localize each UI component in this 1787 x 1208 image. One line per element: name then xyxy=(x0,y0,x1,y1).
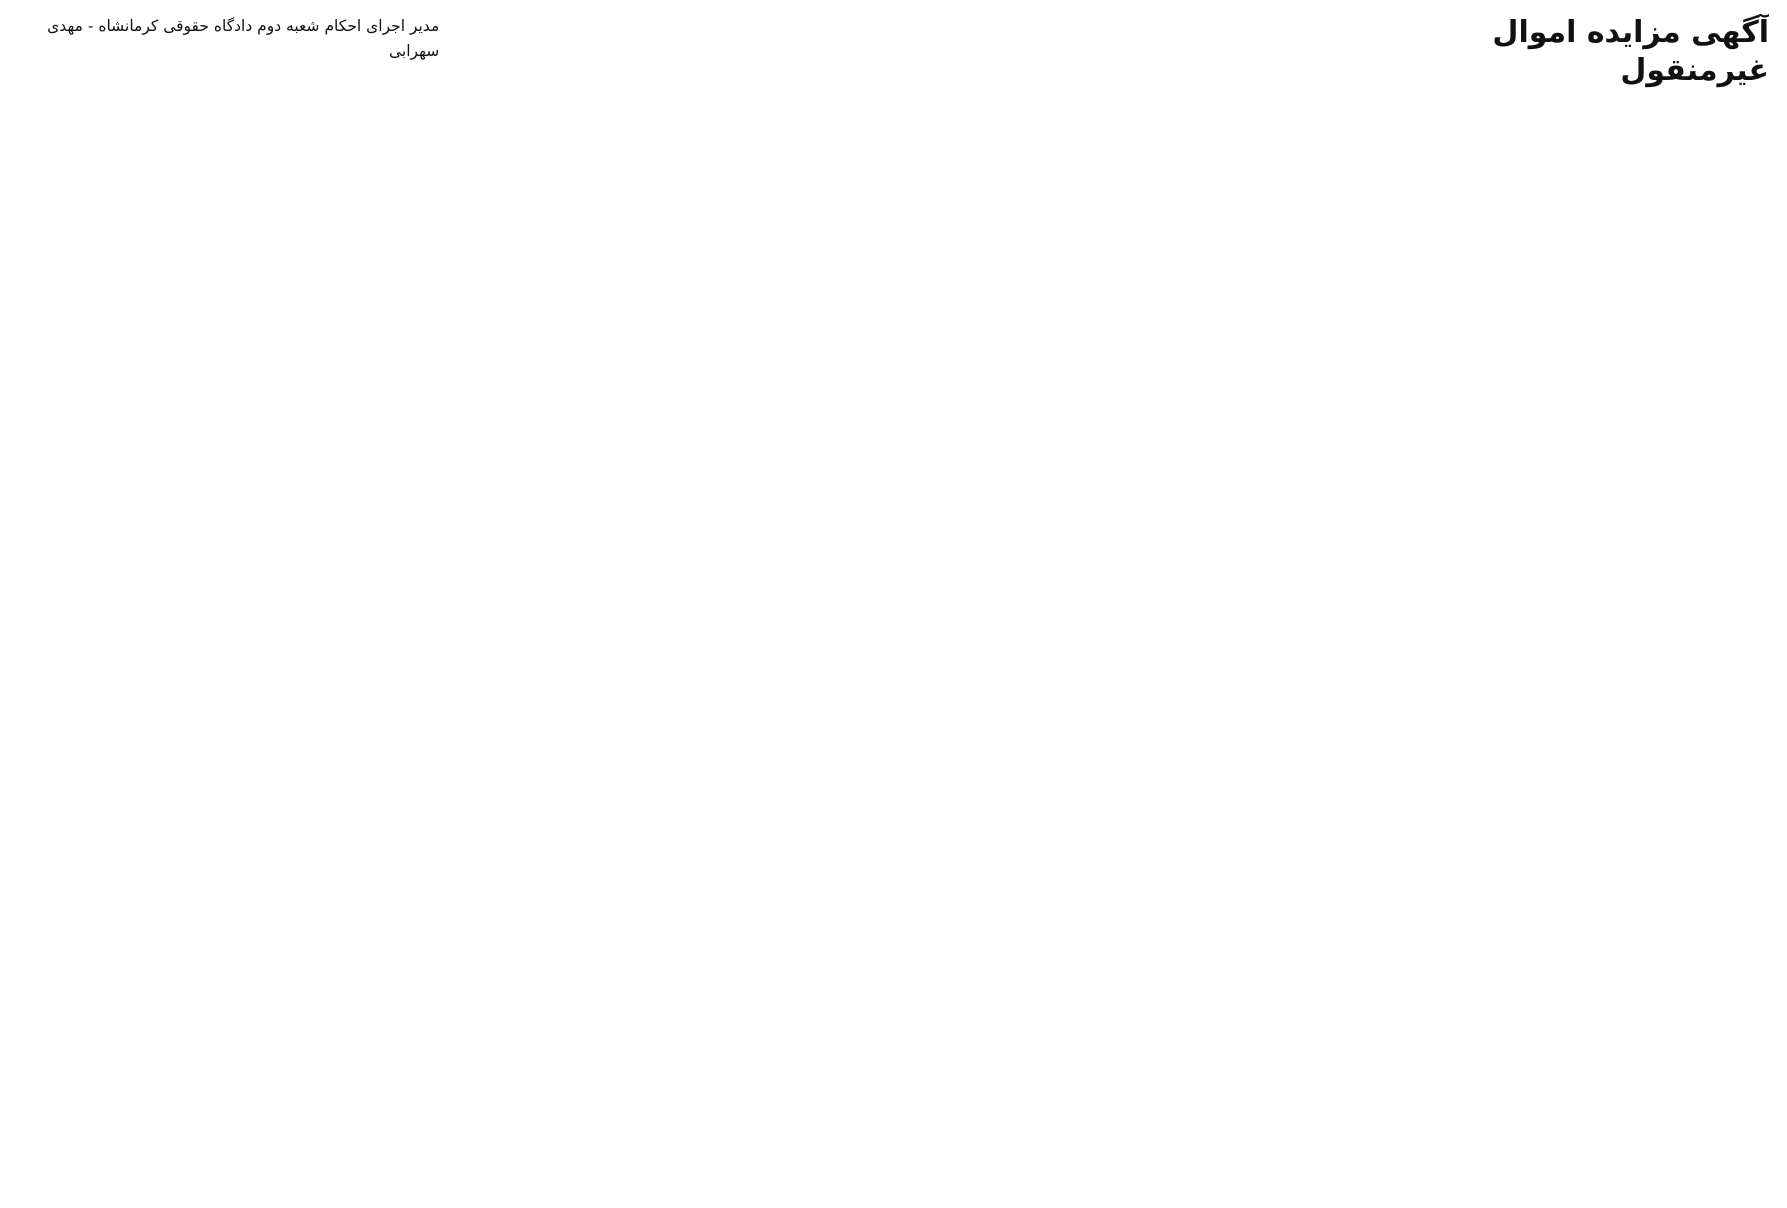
column-1 xyxy=(1348,14,1769,1196)
notice-signature: مدیر اجرای احکام شعبه دوم دادگاه حقوقی کرمانشاه - مهدی سهرابی xyxy=(47,17,440,61)
column-2 xyxy=(905,14,1326,1196)
column-3 xyxy=(461,14,882,1196)
column-4 xyxy=(18,14,439,1196)
notice-title: آگهی مزایده اموال غیرمنقول xyxy=(1492,15,1769,88)
notice-columns xyxy=(18,14,1769,1196)
